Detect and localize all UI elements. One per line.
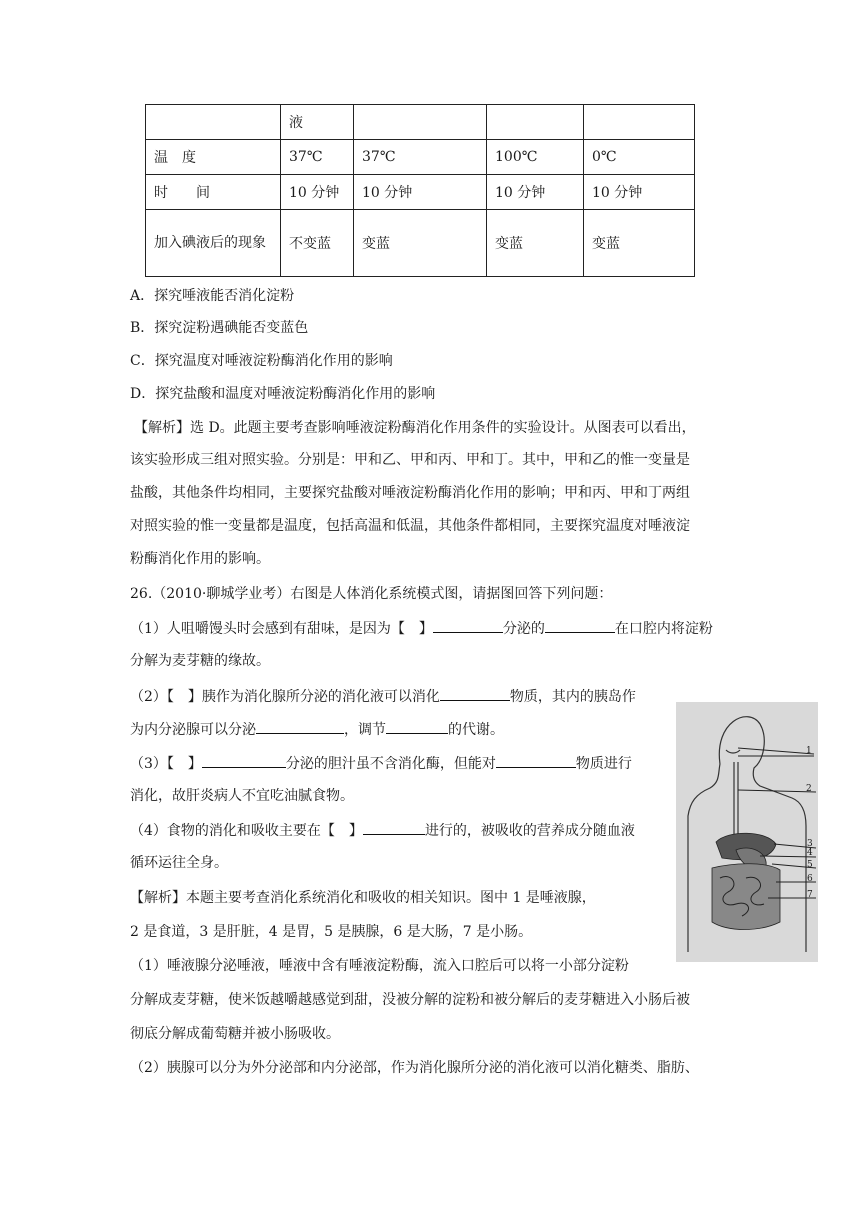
table-cell: 时 间 <box>146 175 281 210</box>
figure-label: 5 <box>807 860 813 870</box>
q26-text: （4）食物的消化和吸收主要在【 】 <box>130 823 363 839</box>
q26-text: 在口腔内将淀粉 <box>614 621 713 637</box>
q26-text: 物质进行 <box>575 756 632 772</box>
q26-part3 <box>130 753 632 774</box>
answer-blank[interactable] <box>440 686 510 701</box>
q26-text: 分解为麦芽糖的缘故。 <box>130 653 270 669</box>
answer-blank[interactable] <box>545 618 615 633</box>
q26-text: 物质，其内的胰岛作 <box>509 689 636 705</box>
table-cell: 10 分钟 <box>584 175 695 210</box>
analysis-line: 【解析】选 D。此题主要考查影响唾液淀粉酶消化作用条件的实验设计。从图表可以看出， <box>134 420 696 436</box>
table-row <box>146 140 695 175</box>
figure-label: 3 <box>807 839 813 849</box>
q26-text: 为内分泌腺可以分泌 <box>130 722 256 738</box>
digestive-system-figure <box>676 702 818 962</box>
table-cell: 37℃ <box>354 140 487 175</box>
q26-text: （3）【 】 <box>130 756 202 772</box>
table-cell: 不变蓝 <box>281 210 354 277</box>
answer-blank[interactable] <box>256 719 344 734</box>
table-cell: 10 分钟 <box>487 175 584 210</box>
analysis-line: 粉酶消化作用的影响。 <box>130 551 270 567</box>
answer-blank[interactable] <box>363 820 425 835</box>
answer-blank[interactable] <box>202 753 286 768</box>
figure-label: 7 <box>807 890 813 900</box>
q26-text: 分泌的 <box>502 621 545 637</box>
table-cell: 温 度 <box>146 140 281 175</box>
q26-part4 <box>130 820 635 841</box>
q26-text: ，调节 <box>344 722 386 738</box>
analysis-line: 盐酸，其他条件均相同，主要探究盐酸对唾液淀粉酶消化作用的影响；甲和丙、甲和丁两组 <box>130 485 690 501</box>
table-cell: 37℃ <box>281 140 354 175</box>
analysis-line: （1）唾液腺分泌唾液，唾液中含有唾液淀粉酶，流入口腔后可以将一小部分淀粉 <box>130 958 629 974</box>
q26-text: 的代谢。 <box>448 722 504 738</box>
option-d: D．探究盐酸和温度对唾液淀粉酶消化作用的影响 <box>130 386 436 402</box>
question-26-stem: 26.（2010·聊城学业考）右图是人体消化系统模式图，请据图回答下列问题： <box>130 586 613 602</box>
option-a: A．探究唾液能否消化淀粉 <box>130 288 295 304</box>
q26-part2 <box>130 686 636 707</box>
q26-text: （2）【 】胰作为消化腺所分泌的消化液可以消化 <box>130 689 440 705</box>
table-cell: 液 <box>281 105 354 140</box>
table-cell <box>487 105 584 140</box>
analysis-line: 该实验形成三组对照实验。分别是：甲和乙、甲和丙、甲和丁。其中，甲和乙的惟一变量是 <box>130 452 690 468</box>
analysis-line: （2）胰腺可以分为外分泌部和内分泌部，作为消化腺所分泌的消化液可以消化糖类、脂肪、 <box>130 1060 699 1076</box>
q26-text: 进行的，被吸收的营养成分随血液 <box>424 823 635 839</box>
option-b: B．探究淀粉遇碘能否变蓝色 <box>130 320 309 336</box>
table-cell: 变蓝 <box>354 210 487 277</box>
table-cell: 100℃ <box>487 140 584 175</box>
table-cell: 变蓝 <box>487 210 584 277</box>
analysis-line: 【解析】本题主要考查消化系统消化和吸收的相关知识。图中 1 是唾液腺， <box>130 890 596 906</box>
option-c: C．探究温度对唾液淀粉酶消化作用的影响 <box>130 353 393 369</box>
figure-label: 2 <box>806 784 812 794</box>
table-row <box>146 105 695 140</box>
table-cell <box>146 105 281 140</box>
analysis-line: 彻底分解成葡萄糖并被小肠吸收。 <box>130 1026 340 1042</box>
digestive-system-diagram <box>676 702 818 962</box>
answer-blank[interactable] <box>433 618 503 633</box>
answer-blank[interactable] <box>496 753 576 768</box>
answer-blank[interactable] <box>386 719 448 734</box>
analysis-line: 对照实验的惟一变量都是温度，包括高温和低温，其他条件都相同，主要探究温度对唾液淀 <box>130 518 690 534</box>
figure-label: 1 <box>806 746 812 756</box>
figure-label: 6 <box>807 874 813 884</box>
q26-text: （1）人咀嚼馒头时会感到有甜味，是因为【 】 <box>130 621 433 637</box>
table-row <box>146 175 695 210</box>
table-cell <box>354 105 487 140</box>
q26-part2-cont <box>130 719 504 740</box>
analysis-line: 2 是食道，3 是肝脏，4 是胃，5 是胰腺，6 是大肠，7 是小肠。 <box>130 924 533 940</box>
figure-label: 4 <box>807 848 813 858</box>
table-cell: 0℃ <box>584 140 695 175</box>
table-row <box>146 210 695 277</box>
table-cell: 10 分钟 <box>281 175 354 210</box>
q26-part1 <box>130 618 713 639</box>
q26-text: 消化，故肝炎病人不宜吃油腻食物。 <box>130 788 354 804</box>
q26-text: 循环运往全身。 <box>130 855 228 871</box>
experiment-table <box>145 104 695 277</box>
analysis-line: 分解成麦芽糖，使米饭越嚼越感觉到甜，没被分解的淀粉和被分解后的麦芽糖进入小肠后被 <box>130 992 690 1008</box>
table-cell: 加入碘液后的现象 <box>146 210 281 277</box>
q26-text: 分泌的胆汁虽不含消化酶，但能对 <box>285 756 496 772</box>
table-cell: 10 分钟 <box>354 175 487 210</box>
table-cell: 变蓝 <box>584 210 695 277</box>
table-cell <box>584 105 695 140</box>
